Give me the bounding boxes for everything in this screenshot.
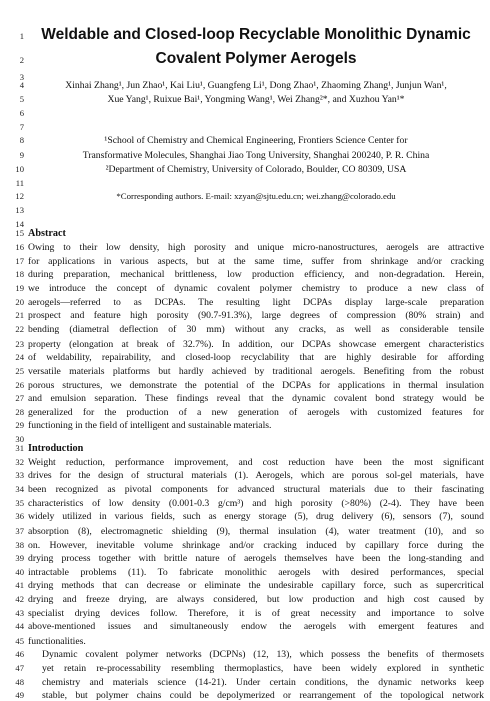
line-number: 42 bbox=[15, 594, 24, 604]
body-text-line: Dynamic covalent polymer networks (DCPNs) (12, 13), which possess the benefits of thermosets bbox=[42, 649, 484, 660]
line-number: 28 bbox=[15, 407, 24, 417]
front-matter-line: ¹School of Chemistry and Chemical Engineering, Frontiers Science Center for bbox=[104, 135, 408, 146]
line-number: 40 bbox=[15, 567, 24, 577]
line-number: 34 bbox=[15, 484, 24, 494]
line-number: 14 bbox=[15, 219, 24, 229]
body-text-line: drying process together with brittle nature of aerogels themselves have been the long-standing and bbox=[28, 553, 484, 564]
line-number: 43 bbox=[15, 608, 24, 618]
body-text-line: drives for the design of structural materials (1). Aerogels, which are porous sol-gel materials, have bbox=[28, 470, 484, 481]
body-text-line: widely utilized in various fields, such as energy storage (5), drug delivery (6), sensors (7), sound bbox=[28, 511, 484, 522]
line-number: 9 bbox=[19, 150, 24, 160]
line-number: 22 bbox=[15, 324, 24, 334]
line-number: 25 bbox=[15, 366, 24, 376]
line-number: 31 bbox=[15, 443, 24, 453]
line-number: 2 bbox=[19, 55, 24, 65]
line-number: 12 bbox=[15, 191, 24, 201]
line-number: 32 bbox=[15, 457, 24, 467]
body-text-line: intractable problems (11). To fabricate monolithic aerogels with desired performances, special bbox=[28, 567, 484, 578]
line-number: 23 bbox=[15, 339, 24, 349]
body-text-line: functioning in the field of intelligent and sustainable materials. bbox=[28, 420, 272, 431]
line-number: 47 bbox=[15, 663, 24, 673]
line-number: 1 bbox=[19, 31, 24, 41]
front-matter-line: Transformative Molecules, Shanghai Jiao Tong University, Shanghai 200240, P. R. China bbox=[82, 150, 430, 161]
body-text-line: on. However, inevitable volume shrinkage and/or cracking induced by capillary force during the bbox=[28, 540, 484, 551]
body-text-line: bending (diametral deflection of 30 mm) without any cracks, as well as considerable tensile bbox=[28, 324, 484, 335]
line-number: 27 bbox=[15, 393, 24, 403]
body-text-line: functionalities. bbox=[28, 636, 86, 647]
line-number: 48 bbox=[15, 677, 24, 687]
body-text-line: Weight reduction, performance improvement, and cost reduction have been the most significant bbox=[28, 457, 484, 468]
body-text-line: of weldability, repairability, and closed-loop recyclability that are highly desirable for affording bbox=[28, 352, 484, 363]
corresponding-authors-note: *Corresponding authors. E-mail: xzyan@sjtu.edu.cn; wei.zhang@colorado.edu bbox=[116, 191, 396, 201]
line-number: 39 bbox=[15, 553, 24, 563]
line-number: 37 bbox=[15, 526, 24, 536]
line-number: 3 bbox=[19, 72, 24, 82]
line-number: 29 bbox=[15, 420, 24, 430]
line-number: 17 bbox=[15, 256, 24, 266]
body-text-line: specialist drying devices follow. Therefore, it is of great necessity and importance to solve bbox=[28, 608, 484, 619]
body-text-line: generalized for the production of a new generation of aerogels with customized features for bbox=[28, 407, 484, 418]
body-text-line: we introduce the concept of dynamic covalent polymer chemistry to produce a new class of bbox=[28, 283, 484, 294]
line-number: 24 bbox=[15, 352, 24, 362]
body-text-line: during preparation, mechanical brittleness, low production efficiency, and non-degradation. Herein, bbox=[28, 269, 484, 280]
body-text-line: chemistry and materials science (14-21). Under certain conditions, the dynamic networks keep bbox=[42, 677, 484, 688]
front-matter-line: ²Department of Chemistry, University of Colorado, Boulder, CO 80309, USA bbox=[105, 164, 407, 175]
line-number: 26 bbox=[15, 380, 24, 390]
body-text-line: been recognized as pivotal components for advanced structural materials due to their fascinating bbox=[28, 484, 484, 495]
section-heading: Introduction bbox=[28, 443, 84, 454]
front-matter-line: Xue Yang¹, Ruixue Bai¹, Yongming Wang¹, Wei Zhang²*, and Xuzhou Yan¹* bbox=[107, 94, 405, 105]
body-text-line: characteristics of low density (0.001-0.3 g/cm³) and high porosity (>80%) (2-4). They have been bbox=[28, 498, 484, 509]
line-number: 10 bbox=[15, 164, 24, 174]
body-text-line: stable, but polymer chains could be depolymerized or rearrangement of the topological network bbox=[42, 690, 484, 701]
line-number: 6 bbox=[19, 108, 24, 118]
line-number: 19 bbox=[15, 283, 24, 293]
body-text-line: aerogels—referred to as DCPAs. The resulting light DCPAs display large-scale preparation bbox=[28, 297, 484, 308]
line-number: 5 bbox=[19, 94, 24, 104]
line-number: 7 bbox=[19, 122, 24, 132]
line-number: 44 bbox=[15, 621, 24, 631]
line-number: 33 bbox=[15, 470, 24, 480]
line-number: 16 bbox=[15, 242, 24, 252]
line-number: 18 bbox=[15, 269, 24, 279]
body-text-line: drying and freeze drying, are always considered, but low production and high cost caused by bbox=[28, 594, 484, 605]
line-number: 4 bbox=[19, 80, 24, 90]
line-number: 15 bbox=[15, 228, 24, 238]
section-heading: Abstract bbox=[28, 228, 66, 239]
paper-title-line: Weldable and Closed-loop Recyclable Monolithic Dynamic bbox=[41, 26, 471, 43]
body-text-line: absorption (8), electromagnetic shielding (9), thermal insulation (4), water treatment (10), and so bbox=[28, 526, 484, 537]
line-number: 30 bbox=[15, 434, 24, 444]
line-number: 20 bbox=[15, 297, 24, 307]
line-number: 38 bbox=[15, 540, 24, 550]
body-text-line: versatile materials platforms but hardly achieved by traditional aerogels. Benefiting from the robust bbox=[28, 366, 484, 377]
body-text-line: property (elongation at break of 32.7%). In addition, our DCPAs showcase emergent characteristics bbox=[28, 339, 484, 350]
body-text-line: and emulsion separation. These findings reveal that the dynamic covalent bond strategy would be bbox=[28, 393, 484, 404]
body-text-line: Owing to their low density, high porosity and unique micro-nanostructures, aerogels are attractive bbox=[28, 242, 484, 253]
body-text-line: above-mentioned issues and simultaneously endow the aerogels with emergent features and bbox=[28, 621, 484, 632]
body-text-line: prospect and feature high porosity (90.7-91.3%), large degrees of compression (80% strain) and bbox=[28, 310, 484, 321]
body-text-line: porous structures, we demonstrate the potential of the DCPAs for applications in thermal insulation bbox=[28, 380, 484, 391]
line-number: 11 bbox=[15, 178, 24, 188]
line-number: 41 bbox=[15, 580, 24, 590]
body-text-line: for applications in various aspects, but at the same time, suffer from shrinkage and/or cracking bbox=[28, 256, 484, 267]
line-number: 8 bbox=[19, 135, 24, 145]
line-number: 45 bbox=[15, 636, 24, 646]
body-text-line: yet retain re-processability resembling thermoplastics, have been widely explored in synthetic bbox=[42, 663, 484, 674]
line-number: 36 bbox=[15, 511, 24, 521]
paper-title-line: Covalent Polymer Aerogels bbox=[155, 50, 357, 67]
line-number: 49 bbox=[15, 690, 24, 700]
front-matter-line: Xinhai Zhang¹, Jun Zhao¹, Kai Liu¹, Guangfeng Li¹, Dong Zhao¹, Zhaoming Zhang¹, Junjun Wan¹, bbox=[65, 80, 447, 91]
body-text-line: drying methods that can decrease or eliminate the undesirable capillary force, such as supercritical bbox=[28, 580, 484, 591]
line-number: 21 bbox=[15, 310, 24, 320]
line-number: 13 bbox=[15, 205, 24, 215]
line-number: 46 bbox=[15, 649, 24, 659]
line-number: 35 bbox=[15, 498, 24, 508]
